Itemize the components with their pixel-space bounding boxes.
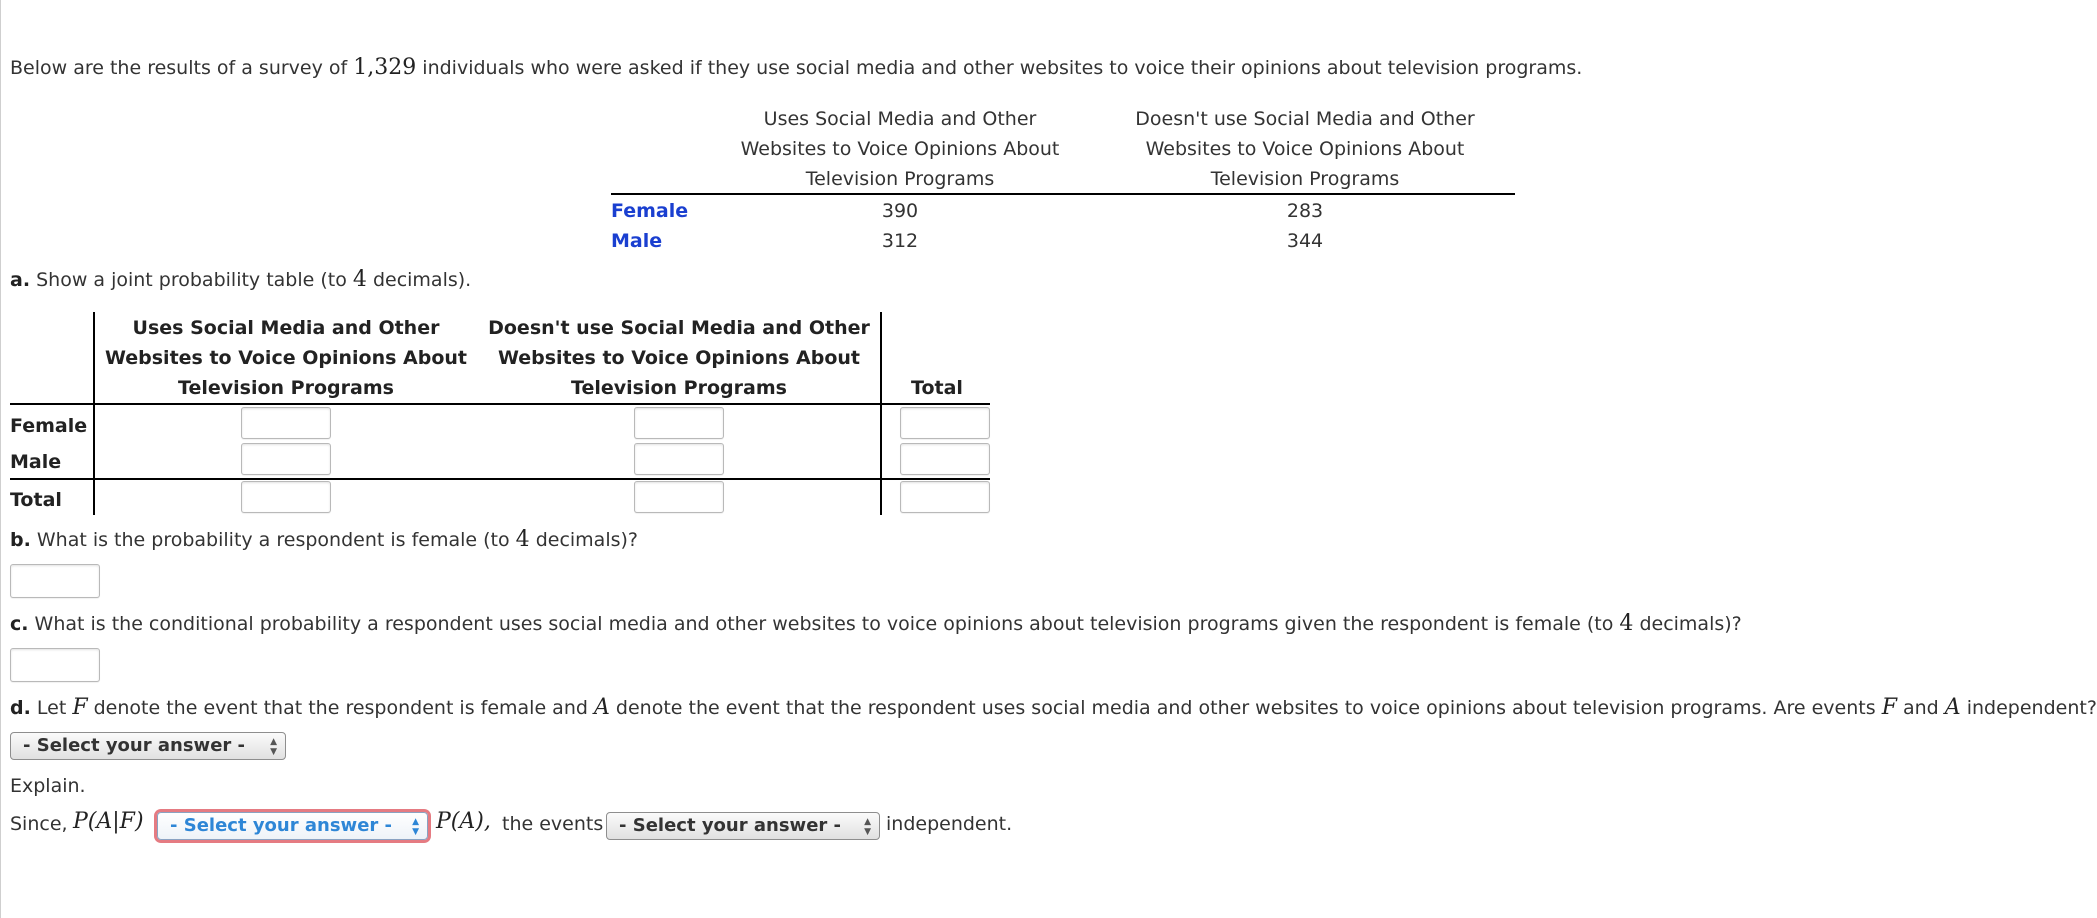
joint-header-rule (10, 403, 990, 405)
joint-total-total-input[interactable] (900, 481, 990, 513)
survey-female-doesnt-use: 283 (1286, 200, 1324, 222)
joint-col-uses-header: Uses Social Media and Other Websites to Voice Opinions About Television Programs (104, 317, 467, 399)
joint-total-doesnt-use-input[interactable] (634, 481, 724, 513)
part-b-prompt: b. What is the probability a respondent is female (to 4 decimals)? (10, 527, 639, 552)
independent-label: independent. (886, 813, 1013, 835)
intro-after: individuals who were asked if they use social media and other websites to voice their opinions about television programs. (422, 57, 1583, 79)
joint-male-doesnt-use-input[interactable] (634, 443, 724, 475)
joint-right-vrule (880, 312, 882, 515)
joint-row-female-label: Female (10, 415, 88, 437)
survey-count: 1,329 (353, 55, 417, 80)
survey-female-uses: 390 (881, 200, 919, 222)
p-a-given-f: P(A|F) (73, 809, 144, 834)
joint-female-total-input[interactable] (900, 407, 990, 439)
survey-male-uses: 312 (881, 230, 919, 252)
select-arrows-icon: ▲ ▼ (270, 737, 277, 757)
survey-row-female-label: Female (611, 200, 689, 222)
comparison-select[interactable]: - Select your answer - ▲ ▼ (157, 812, 428, 840)
survey-col-doesnt-use-header: Doesn't use Social Media and Other Websites to Voice Opinions About Television Programs (1135, 108, 1475, 190)
joint-col-total-header: Total (911, 377, 963, 399)
intro-before: Below are the results of a survey of (10, 57, 348, 79)
part-a-prompt: a. Show a joint probability table (to 4 decimals). (10, 267, 472, 292)
part-c-answer-input[interactable] (10, 648, 100, 682)
survey-header-rule (611, 193, 1515, 195)
part-b-answer-input[interactable] (10, 564, 100, 598)
joint-row-male-label: Male (10, 451, 62, 473)
select-arrows-icon: ▲ ▼ (412, 817, 419, 837)
independence-select[interactable]: - Select your answer - ▲ ▼ (10, 732, 286, 760)
explain-label: Explain. (10, 775, 86, 797)
part-c-prompt: c. What is the conditional probability a respondent uses social media and other websites to voice opinions about television programs given the respondent is female (to 4 decimals)? (10, 611, 1742, 636)
survey-col-uses-header: Uses Social Media and Other Websites to Voice Opinions About Television Programs (740, 108, 1060, 190)
p-a: P(A), (436, 809, 491, 834)
joint-col-doesnt-use-header: Doesn't use Social Media and Other Websites to Voice Opinions About Television Programs (488, 317, 870, 399)
survey-male-doesnt-use: 344 (1286, 230, 1324, 252)
the-events-label: the events (502, 813, 604, 835)
joint-male-total-input[interactable] (900, 443, 990, 475)
joint-total-uses-input[interactable] (241, 481, 331, 513)
survey-row-male-label: Male (611, 230, 663, 252)
joint-row-total-label: Total (10, 489, 62, 511)
intro-text (10, 55, 1582, 80)
since-label: Since, (10, 813, 68, 835)
are-arenot-select[interactable]: - Select your answer - ▲ ▼ (606, 812, 880, 840)
left-border (0, 0, 1, 918)
joint-female-uses-input[interactable] (241, 407, 331, 439)
joint-total-rule (10, 478, 990, 480)
select-arrows-icon: ▲ ▼ (864, 817, 871, 837)
part-d-prompt: d. Let F denote the event that the respondent is female and A denote the event that the respondent uses social media and other websites to voice opinions about television programs. Are events F and A independent? (10, 695, 2097, 720)
joint-female-doesnt-use-input[interactable] (634, 407, 724, 439)
joint-male-uses-input[interactable] (241, 443, 331, 475)
